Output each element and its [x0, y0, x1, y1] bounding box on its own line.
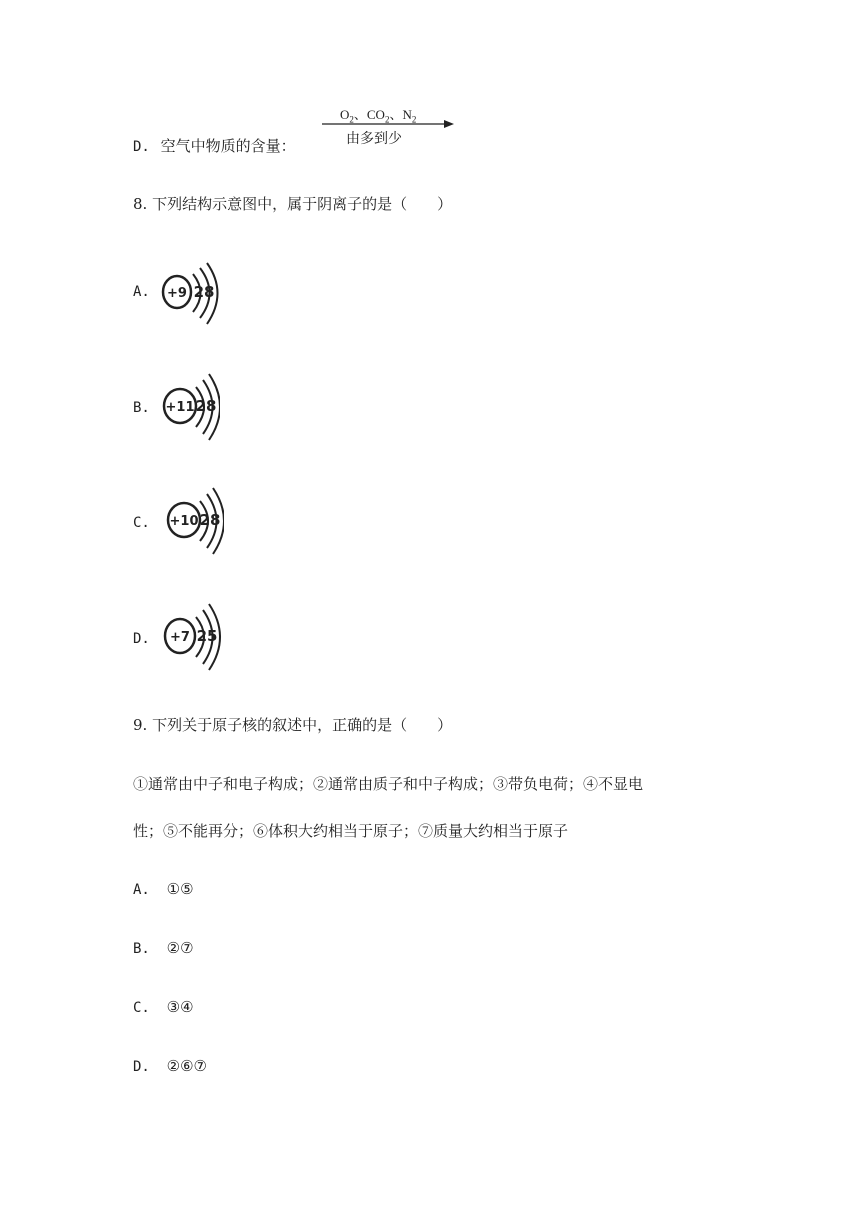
q9-option-b [133, 938, 194, 959]
q8-option-a-letter: A. [133, 284, 150, 300]
atom-structure-diagram-b [158, 372, 220, 442]
q9-option-c [133, 997, 194, 1018]
atom-structure-diagram-c [162, 486, 224, 556]
q9-body-line-1: ①通常由中子和电子构成；②通常由质子和中子构成；③带负电荷；④不显电 [133, 775, 644, 793]
option-letter: B. [133, 941, 150, 957]
svg-text:+10: +10 [169, 514, 199, 529]
option-letter: D. [133, 1059, 150, 1075]
q8-option-d-letter: D. [133, 631, 150, 647]
svg-text:+11: +11 [165, 400, 195, 415]
option-text: ①⑤ [166, 880, 194, 898]
q9-option-d [133, 1056, 207, 1077]
option-text: ②⑦ [166, 939, 194, 957]
q8-stem: 8. 下列结构示意图中，属于阴离子的是（ ） [133, 195, 453, 213]
q9-stem: 9. 下列关于原子核的叙述中，正确的是（ ） [133, 716, 453, 734]
q9-option-a [133, 879, 194, 900]
option-letter: C. [133, 1000, 150, 1016]
option-letter: D. [133, 139, 150, 155]
atom-structure-diagram-d [160, 602, 222, 672]
option-text: ②⑥⑦ [166, 1057, 207, 1075]
atom-structure-diagram-a [158, 262, 220, 328]
svg-text:+7: +7 [170, 630, 190, 645]
q7-option-d [133, 136, 296, 157]
option-text: ③④ [166, 998, 194, 1016]
q8-option-c-letter: C. [133, 515, 150, 531]
q8-option-b-letter: B. [133, 400, 150, 416]
arrow-top-label: $O_2$、$CO_2$、$N_2$ [340, 107, 417, 125]
svg-text:28: 28 [193, 283, 215, 301]
svg-text:28: 28 [195, 397, 217, 415]
arrow-bottom-label: 由多到少 [346, 130, 402, 146]
air-content-arrow [320, 104, 460, 150]
svg-text:25: 25 [196, 627, 218, 645]
q9-body-line-2: 性；⑤不能再分；⑥体积大约相当于原子；⑦质量大约相当于原子 [133, 822, 569, 840]
option-letter: A. [133, 882, 150, 898]
svg-text:+9: +9 [167, 286, 187, 301]
svg-text:28: 28 [199, 511, 221, 529]
option-text: 空气中物质的含量： [160, 137, 296, 155]
